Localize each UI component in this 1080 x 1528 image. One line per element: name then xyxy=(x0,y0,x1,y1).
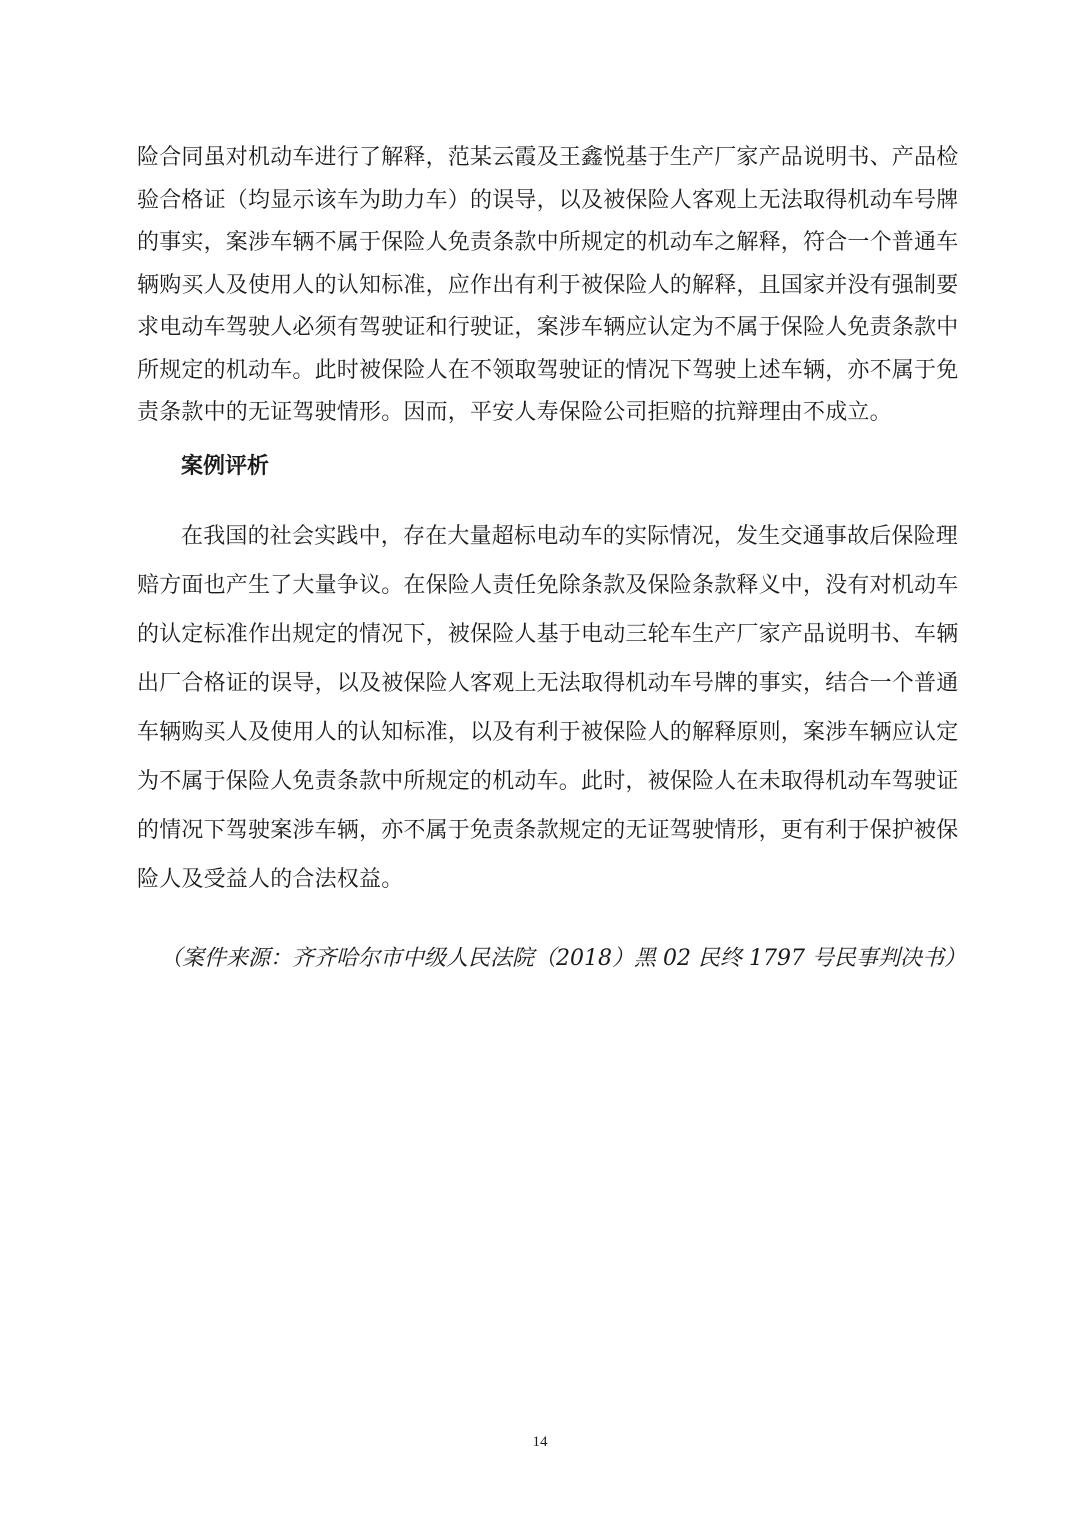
paragraph-1-line: 的事实，案涉车辆不属于保险人免责条款中所规定的机动车之解释，符合一个普通车 xyxy=(137,230,959,255)
page-number: 14 xyxy=(532,1434,548,1450)
paragraph-1-line: 求电动车驾驶人必须有驾驶证和行驶证，案涉车辆应认定为不属于保险人免责条款中 xyxy=(137,315,959,340)
paragraph-1-line: 险合同虽对机动车进行了解释，范某云霞及王鑫悦基于生产厂家产品说明书、产品检 xyxy=(137,145,959,170)
paragraph-2-line: 为不属于保险人免责条款中所规定的机动车。此时，被保险人在未取得机动车驾驶证 xyxy=(137,769,959,794)
case-source-citation: （案件来源：齐齐哈尔市中级人民法院（2018）黑 02 民终 1797 号民事判决书） xyxy=(160,946,966,971)
paragraph-1-line: 所规定的机动车。此时被保险人在不领取驾驶证的情况下驾驶上述车辆，亦不属于免 xyxy=(137,358,959,383)
section-heading: 案例评析 xyxy=(181,454,270,479)
paragraph-1-line: 辆购买人及使用人的认知标准，应作出有利于被保险人的解释，且国家并没有强制要 xyxy=(137,273,959,298)
paragraph-2-line: 的认定标准作出规定的情况下，被保险人基于电动三轮车生产厂家产品说明书、车辆 xyxy=(137,622,959,647)
paragraph-2-line: 车辆购买人及使用人的认知标准，以及有利于被保险人的解释原则，案涉车辆应认定 xyxy=(137,720,959,745)
paragraph-1-line: 责条款中的无证驾驶情形。因而，平安人寿保险公司拒赔的抗辩理由不成立。 xyxy=(137,400,892,425)
paragraph-2-line: 的情况下驾驶案涉车辆，亦不属于免责条款规定的无证驾驶情形，更有利于保护被保 xyxy=(137,818,959,843)
paragraph-1-line: 验合格证（均显示该车为助力车）的误导，以及被保险人客观上无法取得机动车号牌 xyxy=(137,188,959,213)
paragraph-2-line: 险人及受益人的合法权益。 xyxy=(137,867,404,892)
paragraph-2-line: 赔方面也产生了大量争议。在保险人责任免除条款及保险条款释义中，没有对机动车 xyxy=(137,573,959,598)
paragraph-2-line: 出厂合格证的误导，以及被保险人客观上无法取得机动车号牌的事实，结合一个普通 xyxy=(137,671,959,696)
paragraph-2-line: 在我国的社会实践中，存在大量超标电动车的实际情况，发生交通事故后保险理 xyxy=(181,524,959,549)
